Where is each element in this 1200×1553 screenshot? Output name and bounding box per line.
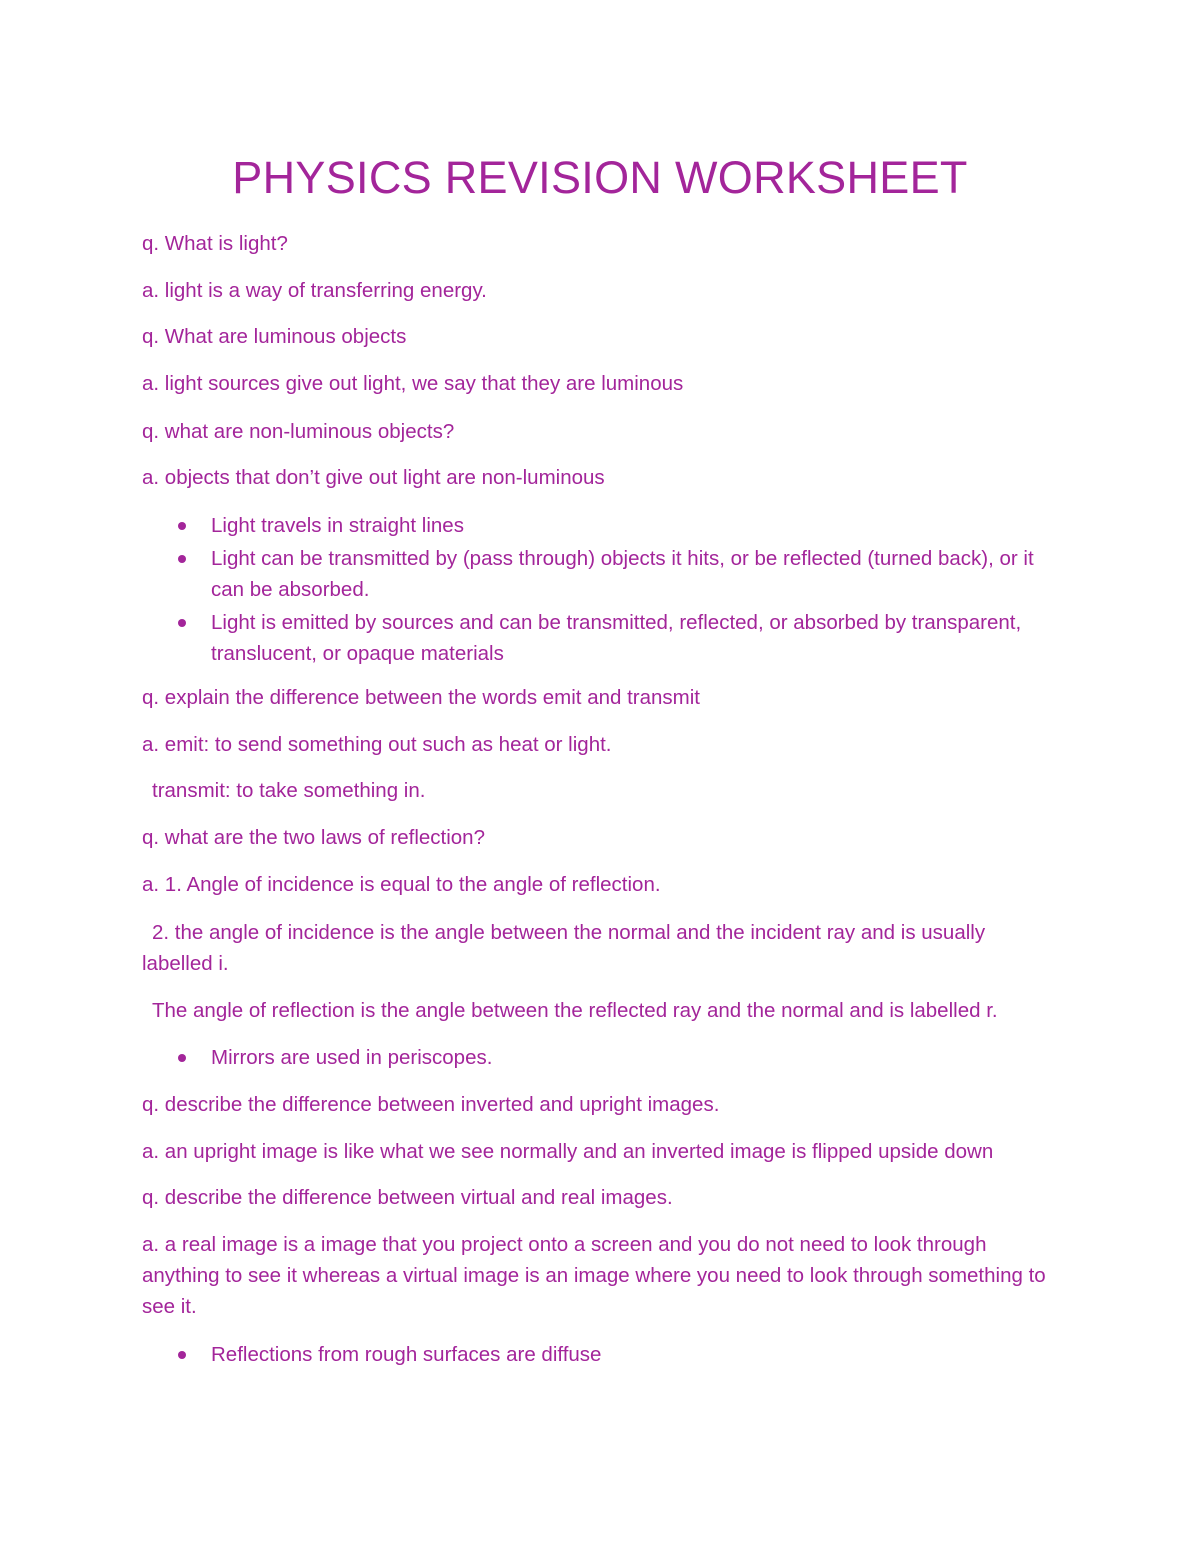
list-item-text: Light can be transmitted by (pass through) objects it hits, or be reflected (turned back), or it can be absorbed.	[211, 547, 1034, 601]
bullet-icon	[178, 1054, 186, 1062]
bullet-icon	[178, 1351, 186, 1359]
question-laws-of-reflection: q. what are the two laws of reflection?	[142, 826, 485, 849]
list-item	[211, 543, 1051, 605]
bullet-icon	[178, 522, 186, 530]
answer-emit: a. emit: to send something out such as heat or light.	[142, 733, 612, 756]
answer-law-one: a. 1. Angle of incidence is equal to the angle of reflection.	[142, 873, 661, 896]
answer-transmit: transmit: to take something in.	[152, 779, 426, 802]
answer-law-two-text: 2. the angle of incidence is the angle between the normal and the incident ray and is usually labelled i.	[142, 921, 986, 975]
question-luminous-objects: q. What are luminous objects	[142, 325, 407, 348]
list-item	[211, 607, 1051, 669]
question-emit-transmit: q. explain the difference between the words emit and transmit	[142, 686, 700, 709]
answer-luminous-objects: a. light sources give out light, we say that they are luminous	[142, 372, 684, 395]
list-item-text: Reflections from rough surfaces are diffuse	[211, 1343, 602, 1366]
bullet-list-diffuse	[211, 1339, 1051, 1372]
question-what-is-light: q. What is light?	[142, 232, 288, 255]
page-title: PHYSICS REVISION WORKSHEET	[232, 152, 968, 203]
question-virtual-real: q. describe the difference between virtual and real images.	[142, 1186, 673, 1209]
list-item-text: Light is emitted by sources and can be transmitted, reflected, or absorbed by transparent, translucent, or opaque materials	[211, 611, 1022, 665]
list-item	[211, 510, 1051, 541]
question-non-luminous-objects: q. what are non-luminous objects?	[142, 420, 455, 443]
list-item-text: Mirrors are used in periscopes.	[211, 1046, 493, 1069]
answer-virtual-real: a. a real image is a image that you project onto a screen and you do not need to look through anything to see it whereas a virtual image is an image where you need to look through something to see it.	[142, 1233, 1046, 1318]
answer-inverted-upright: a. an upright image is like what we see normally and an inverted image is flipped upside down	[142, 1140, 994, 1163]
answer-law-two	[142, 917, 1047, 979]
answer-what-is-light: a. light is a way of transferring energy.	[142, 279, 487, 302]
list-item-text: Light travels in straight lines	[211, 514, 464, 537]
bullet-list-light-facts	[211, 510, 1051, 671]
list-item	[211, 1042, 1051, 1073]
question-inverted-upright: q. describe the difference between inverted and upright images.	[142, 1093, 720, 1116]
answer-non-luminous-objects: a. objects that don’t give out light are non-luminous	[142, 466, 605, 489]
bullet-icon	[178, 619, 186, 627]
bullet-icon	[178, 555, 186, 563]
list-item	[211, 1339, 1051, 1370]
bullet-list-mirrors	[211, 1042, 1051, 1075]
angle-of-reflection-definition: The angle of reflection is the angle between the reflected ray and the normal and is labelled r.	[152, 999, 998, 1022]
